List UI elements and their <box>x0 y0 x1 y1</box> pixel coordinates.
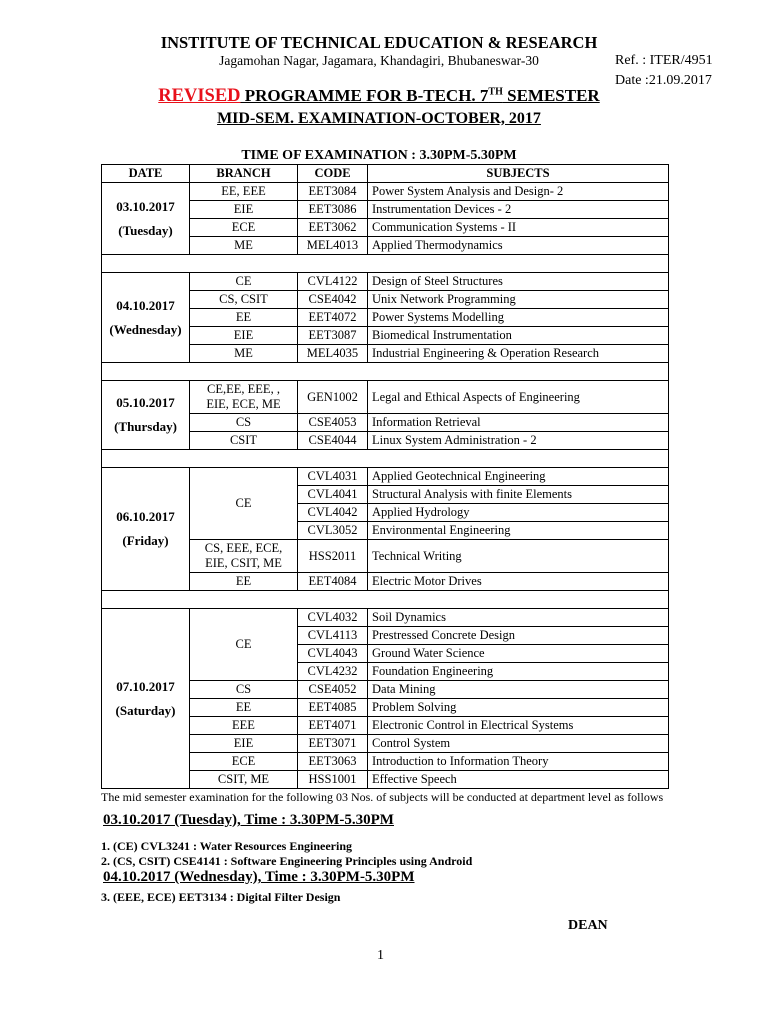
branch-name: CS <box>235 415 252 429</box>
subject-cell: Instrumentation Devices - 2 <box>368 201 669 219</box>
subject-cell: Control System <box>368 735 669 753</box>
subject-cell: Structural Analysis with finite Elements <box>368 486 669 504</box>
programme-title <box>0 86 758 107</box>
revised-label: REVISED <box>158 86 241 106</box>
branch-cell <box>190 237 298 255</box>
branch-name: CE <box>235 274 252 288</box>
reference-number: Ref. : ITER/4951 <box>615 53 713 68</box>
branch-name: EIE <box>233 202 254 216</box>
branch-name: EE, EEE <box>221 184 266 198</box>
separator-cell <box>102 591 669 609</box>
code-cell: CVL4043 <box>298 645 368 663</box>
code-cell: EET4085 <box>298 699 368 717</box>
subject-cell: Communication Systems - II <box>368 219 669 237</box>
branch-cell <box>190 681 298 699</box>
code-cell: EET3063 <box>298 753 368 771</box>
header-subjects: SUBJECTS <box>368 165 669 183</box>
subject-cell: Ground Water Science <box>368 645 669 663</box>
exam-weekday: (Tuesday) <box>118 222 173 238</box>
branch-name: ME <box>234 346 253 360</box>
table-row <box>102 468 669 486</box>
code-cell: EET3084 <box>298 183 368 201</box>
subject-cell: Legal and Ethical Aspects of Engineering <box>368 381 669 414</box>
subject-cell: Introduction to Information Theory <box>368 753 669 771</box>
code-cell: CVL4232 <box>298 663 368 681</box>
branch-cell <box>190 753 298 771</box>
dept-exam-heading-1: 03.10.2017 (Tuesday), Time : 3.30PM-5.30PM <box>103 812 394 828</box>
branch-name: CS, CSIT <box>219 292 268 306</box>
subject-cell: Power Systems Modelling <box>368 309 669 327</box>
code-cell: CSE4044 <box>298 432 368 450</box>
table-row <box>102 273 669 291</box>
subject-cell: Electric Motor Drives <box>368 573 669 591</box>
branch-name: EEE <box>232 718 255 732</box>
branch-cell <box>190 291 298 309</box>
subject-cell: Prestressed Concrete Design <box>368 627 669 645</box>
code-cell: EET4084 <box>298 573 368 591</box>
subject-cell: Information Retrieval <box>368 414 669 432</box>
branch-name: EE <box>235 700 252 714</box>
subject-cell: Industrial Engineering & Operation Research <box>368 345 669 363</box>
branch-cell <box>190 309 298 327</box>
branch-cell <box>190 273 298 291</box>
code-cell: CVL4042 <box>298 504 368 522</box>
branch-cell <box>190 771 298 789</box>
subject-cell: Problem Solving <box>368 699 669 717</box>
header-date: DATE <box>102 165 190 183</box>
exam-weekday: (Thursday) <box>114 419 177 434</box>
dept-exam-item: 2. (CS, CSIT) CSE4141 : Software Engineering Principles using Android <box>101 854 473 868</box>
branch-name: CS, EEE, ECE, <box>204 541 283 555</box>
date-cell <box>102 468 190 591</box>
branch-name: CSIT, ME <box>217 772 270 786</box>
subject-cell: Biomedical Instrumentation <box>368 327 669 345</box>
branch-name: CE,EE, EEE, , <box>207 382 280 396</box>
date-cell <box>102 183 190 255</box>
table-row <box>102 609 669 627</box>
dean-signature: DEAN <box>568 918 608 933</box>
subject-cell: Applied Hydrology <box>368 504 669 522</box>
branch-cell <box>190 540 298 573</box>
branch-cell <box>190 201 298 219</box>
branch-cell <box>190 219 298 237</box>
exam-weekday: (Wednesday) <box>109 321 182 337</box>
code-cell: MEL4035 <box>298 345 368 363</box>
branch-cell <box>190 414 298 432</box>
exam-date: 07.10.2017 <box>116 678 175 694</box>
branch-cell <box>190 381 298 414</box>
subject-cell: Applied Thermodynamics <box>368 237 669 255</box>
code-cell: GEN1002 <box>298 381 368 414</box>
code-cell: EET3062 <box>298 219 368 237</box>
code-cell: HSS1001 <box>298 771 368 789</box>
branch-cell <box>190 573 298 591</box>
reference-date: Date :21.09.2017 <box>615 73 712 88</box>
code-cell: CVL4122 <box>298 273 368 291</box>
date-cell <box>102 609 190 789</box>
branch-cell <box>190 609 298 681</box>
branch-name: EIE, CSIT, ME <box>205 556 282 570</box>
branch-cell <box>190 735 298 753</box>
separator-row <box>102 255 669 273</box>
separator-row <box>102 591 669 609</box>
code-cell: CVL4041 <box>298 486 368 504</box>
branch-name: ECE <box>231 220 256 234</box>
header-code: CODE <box>298 165 368 183</box>
exam-date: 05.10.2017 <box>116 395 175 410</box>
exam-title: MID-SEM. EXAMINATION-OCTOBER, 2017 <box>217 110 541 127</box>
branch-name: CE <box>235 496 252 510</box>
exam-time: TIME OF EXAMINATION : 3.30PM-5.30PM <box>241 148 517 163</box>
branch-cell <box>190 468 298 540</box>
subject-cell: Data Mining <box>368 681 669 699</box>
dept-exam-heading-2: 04.10.2017 (Wednesday), Time : 3.30PM-5.30PM <box>103 869 415 885</box>
code-cell: EET3087 <box>298 327 368 345</box>
exam-weekday: (Saturday) <box>115 702 176 718</box>
dept-exam-item: 3. (EEE, ECE) EET3134 : Digital Filter Design <box>101 890 341 904</box>
schedule-body <box>102 183 669 789</box>
branch-name: ECE <box>231 754 256 768</box>
code-cell: CSE4053 <box>298 414 368 432</box>
branch-name: CSIT <box>229 433 258 447</box>
branch-name: EIE <box>233 736 254 750</box>
separator-cell <box>102 363 669 381</box>
code-cell: CVL3052 <box>298 522 368 540</box>
institute-address: Jagamohan Nagar, Jagamara, Khandagiri, Bhubaneswar-30 <box>219 53 539 68</box>
code-cell: CVL4032 <box>298 609 368 627</box>
code-cell: EET3071 <box>298 735 368 753</box>
date-cell <box>102 381 190 450</box>
department-note: The mid semester examination for the following 03 Nos. of subjects will be conducted at department level as follows <box>101 790 664 804</box>
branch-name: EE <box>235 574 252 588</box>
subject-cell: Soil Dynamics <box>368 609 669 627</box>
subject-cell: Environmental Engineering <box>368 522 669 540</box>
subject-cell: Design of Steel Structures <box>368 273 669 291</box>
exam-schedule-table <box>101 164 669 789</box>
subject-cell: Technical Writing <box>368 540 669 573</box>
table-row <box>102 183 669 201</box>
branch-cell <box>190 183 298 201</box>
code-cell: EET3086 <box>298 201 368 219</box>
date-cell <box>102 273 190 363</box>
subject-cell: Electronic Control in Electrical Systems <box>368 717 669 735</box>
page-number: 1 <box>377 948 384 963</box>
branch-name: ME <box>234 238 253 252</box>
branch-cell <box>190 699 298 717</box>
subject-cell: Power System Analysis and Design- 2 <box>368 183 669 201</box>
exam-date: 04.10.2017 <box>116 297 175 313</box>
subject-cell: Foundation Engineering <box>368 663 669 681</box>
code-cell: MEL4013 <box>298 237 368 255</box>
subject-cell: Unix Network Programming <box>368 291 669 309</box>
code-cell: EET4071 <box>298 717 368 735</box>
exam-date: 03.10.2017 <box>116 198 175 214</box>
header-branch: BRANCH <box>190 165 298 183</box>
code-cell: EET4072 <box>298 309 368 327</box>
programme-text: PROGRAMME FOR B-TECH. 7TH SEMESTER <box>240 86 600 105</box>
exam-date: 06.10.2017 <box>116 509 175 524</box>
code-cell: CVL4113 <box>298 627 368 645</box>
separator-cell <box>102 255 669 273</box>
table-row <box>102 381 669 414</box>
code-cell: HSS2011 <box>298 540 368 573</box>
code-cell: CSE4052 <box>298 681 368 699</box>
institute-name: INSTITUTE OF TECHNICAL EDUCATION & RESEARCH <box>160 33 598 52</box>
separator-row <box>102 450 669 468</box>
branch-cell <box>190 345 298 363</box>
branch-name: EIE <box>233 328 254 342</box>
branch-name: EIE, ECE, ME <box>206 397 281 411</box>
dept-exam-item: 1. (CE) CVL3241 : Water Resources Engineering <box>101 839 352 853</box>
branch-name: CE <box>235 637 252 651</box>
branch-cell <box>190 432 298 450</box>
branch-cell <box>190 717 298 735</box>
branch-name: CS <box>235 682 252 696</box>
code-cell: CSE4042 <box>298 291 368 309</box>
branch-name: EE <box>235 310 252 324</box>
separator-cell <box>102 450 669 468</box>
branch-cell <box>190 327 298 345</box>
separator-row <box>102 363 669 381</box>
subject-cell: Linux System Administration - 2 <box>368 432 669 450</box>
exam-weekday: (Friday) <box>122 533 169 548</box>
code-cell: CVL4031 <box>298 468 368 486</box>
subject-cell: Effective Speech <box>368 771 669 789</box>
table-header-row <box>102 165 669 183</box>
subject-cell: Applied Geotechnical Engineering <box>368 468 669 486</box>
